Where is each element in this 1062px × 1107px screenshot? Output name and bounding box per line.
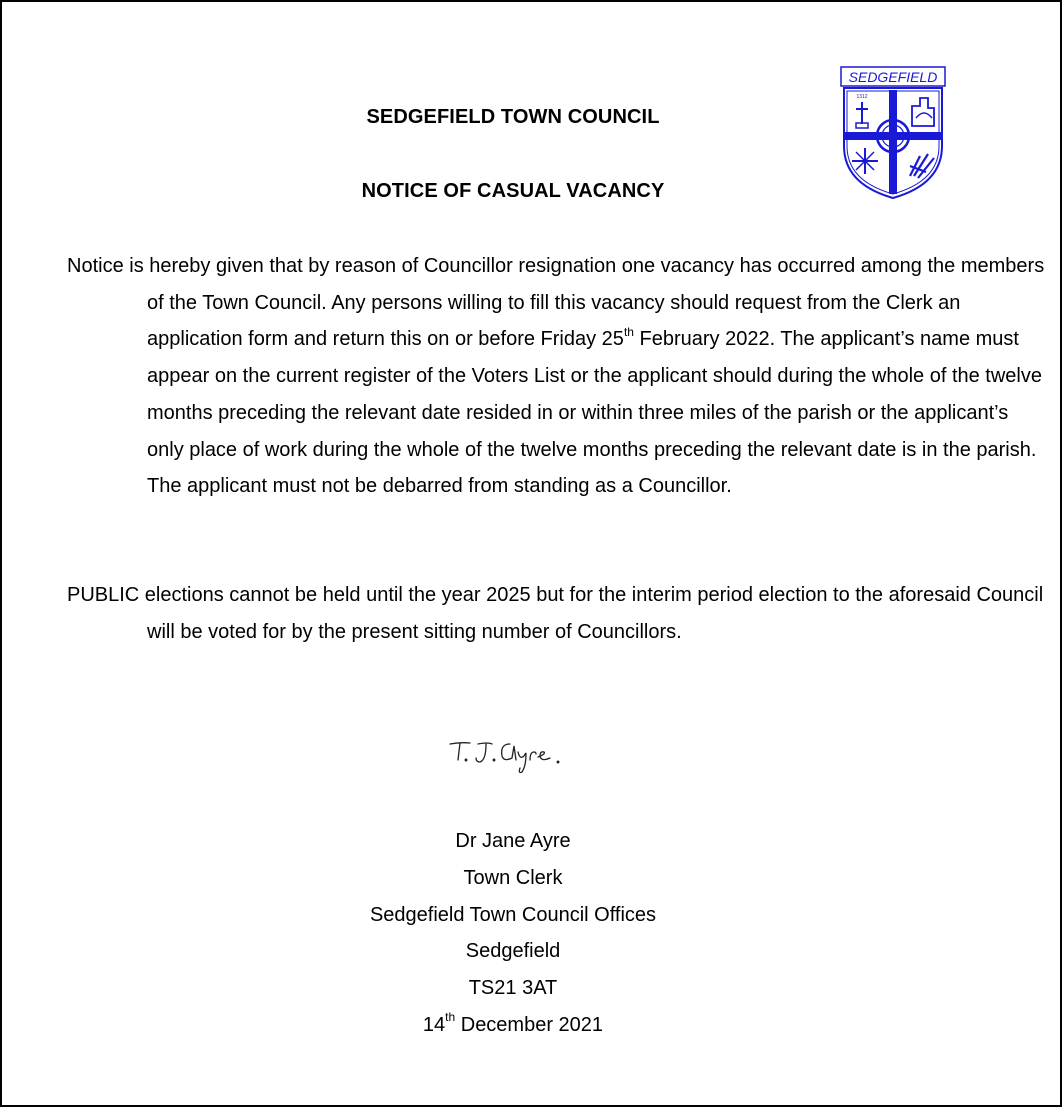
postcode: TS21 3AT: [468, 977, 558, 1000]
signature-image: [446, 732, 576, 776]
notice-title: NOTICE OF CASUAL VACANCY: [361, 180, 665, 202]
town-name: Sedgefield: [465, 940, 561, 963]
date-suffix: th: [445, 1010, 456, 1025]
elections-paragraph: PUBLIC elections cannot be held until the year 2025 but for the interim period election to the aforesaid Council will be voted for by the present sitting number of Councillors.: [67, 584, 1044, 643]
signoff-block: [0, 823, 1026, 1044]
clerk-name: Dr Jane Ayre: [455, 830, 571, 852]
council-name: SEDGEFIELD TOWN COUNCIL: [366, 106, 660, 128]
vacancy-text-b: February 2022. The applicant’s name must appear on the current register of the Voters List or the applicant should during the whole of the twelve months preceding the relevant date resided in or within three miles of the parish or the applicant’s only place of work during the whole of the twelve months preceding the relevant date is in the parish. The applicant must not be debarred from standing as a Councillor.: [147, 328, 1042, 498]
vacancy-date-suffix: th: [623, 324, 634, 339]
clerk-role: Town Clerk: [463, 866, 563, 889]
vacancy-text-a: Notice is hereby given that by reason of Councillor resignation one vacancy has occurred among the members of the Town Council. Any persons willing to fill this vacancy should request from the Clerk an application form and return this on or before Friday 25: [67, 255, 1045, 351]
coat-of-arms-icon: [840, 66, 946, 200]
notice-date: [0, 1007, 1026, 1044]
crest-banner-text: SEDGEFIELD: [848, 69, 938, 85]
office-name: Sedgefield Town Council Offices: [369, 903, 657, 926]
crest-year-text: 1312: [856, 94, 868, 100]
date-day: 14: [422, 1013, 446, 1036]
date-rest: December 2021: [455, 1013, 604, 1036]
vacancy-paragraph: [67, 248, 1047, 505]
